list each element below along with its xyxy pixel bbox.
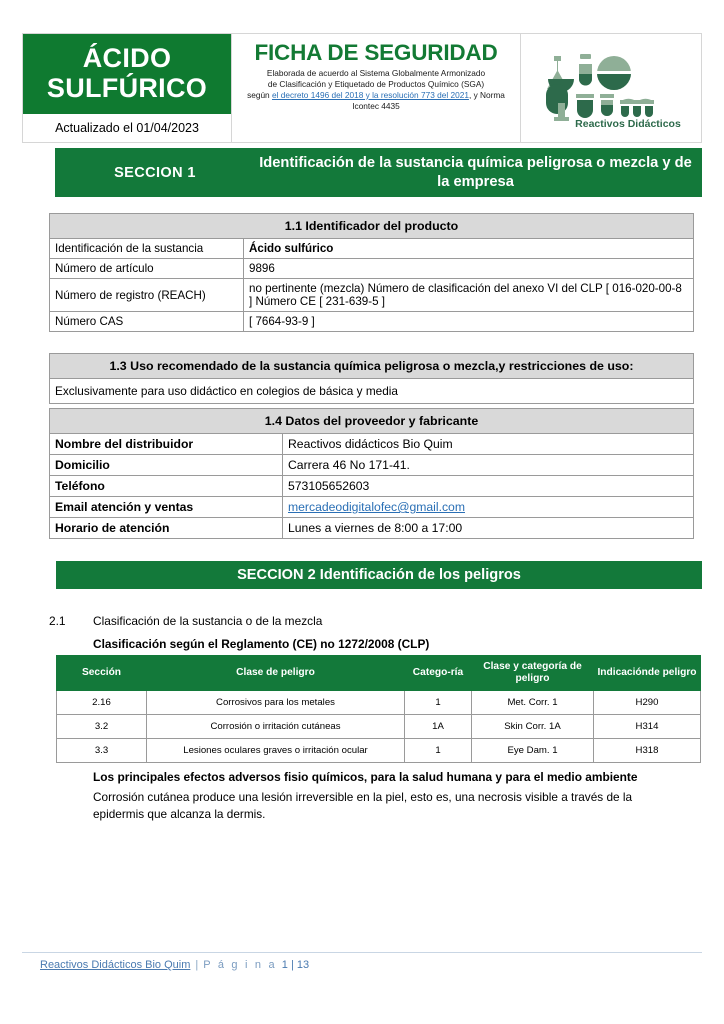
sheet-subtitle-line3 [240, 90, 512, 112]
table-row [50, 409, 694, 434]
cell-indicacion: H290 [594, 691, 701, 715]
email-link[interactable]: mercadeodigitalofec@gmail.com [288, 500, 465, 514]
table-row [50, 455, 694, 476]
table-row [50, 312, 694, 332]
section1-label: SECCION 1 [114, 164, 196, 181]
footer-page-number: 1 | 13 [281, 959, 310, 971]
table-row [57, 739, 701, 763]
table-row [50, 379, 694, 404]
row-label-hours: Horario de atención [50, 518, 283, 539]
table-1-4-title: 1.4 Datos del proveedor y fabricante [50, 409, 694, 434]
table-row [50, 279, 694, 312]
table-product-identifier [49, 213, 694, 332]
cell-indicacion: H314 [594, 715, 701, 739]
row-value-reach-number: no pertinente (mezcla) Número de clasificación del anexo VI del CLP [ 016-020-00-8 ] Número CE [ 231-639-5 ] [244, 279, 694, 312]
cell-seccion: 2.16 [57, 691, 147, 715]
table-row [50, 434, 694, 455]
section1-title: Identificación de la sustancia química peligrosa o mezcla y de la empresa [259, 155, 692, 190]
col-header-clase-peligro: Clase de peligro [147, 656, 405, 691]
product-name-line1: ÁCIDO [82, 43, 172, 73]
section1-header-bar [55, 148, 702, 197]
row-value-phone: 573105652603 [283, 476, 694, 497]
recommended-use-value: Exclusivamente para uso didáctico en colegios de básica y media [50, 379, 694, 404]
table-row [50, 518, 694, 539]
row-label-address: Domicilio [50, 455, 283, 476]
footer-divider [22, 952, 702, 953]
table-header-row [57, 656, 701, 691]
adverse-effects-title: Los principales efectos adversos fisio químicos, para la salud humana y para el medio ambiente [93, 770, 638, 784]
row-value-article-number: 9896 [244, 259, 694, 279]
cell-seccion: 3.2 [57, 715, 147, 739]
row-value-hours: Lunes a viernes de 8:00 a 17:00 [283, 518, 694, 539]
bioquim-logo-icon [536, 46, 686, 130]
cell-categoria: 1 [405, 739, 472, 763]
cell-clase-categoria: Eye Dam. 1 [472, 739, 594, 763]
row-value-distributor: Reactivos didácticos Bio Quim [283, 434, 694, 455]
row-value-substance-identification: Ácido sulfúrico [244, 239, 694, 259]
table-row [57, 691, 701, 715]
col-header-indicacion: Indicaciónde peligro [594, 656, 701, 691]
table-row [50, 214, 694, 239]
table-row [50, 239, 694, 259]
footer-company[interactable]: Reactivos Didácticos Bio Quim [40, 959, 191, 971]
section2-item-title: Clasificación de la sustancia o de la mezcla [93, 614, 323, 628]
section2-item-subtitle: Clasificación según el Reglamento (CE) no 1272/2008 (CLP) [93, 637, 430, 651]
section2-item-number: 2.1 [49, 614, 66, 628]
sheet-subtitle-suffix: , y Norma Icontec 4435 [352, 89, 505, 111]
cell-categoria: 1A [405, 715, 472, 739]
col-header-clase-categoria: Clase y categoría de peligro [472, 656, 594, 691]
col-header-categoria: Catego-ría [405, 656, 472, 691]
cell-categoria: 1 [405, 691, 472, 715]
row-label-cas-number: Número CAS [50, 312, 244, 332]
row-label-phone: Teléfono [50, 476, 283, 497]
adverse-effects-body: Corrosión cutánea produce una lesión irreversible en la piel, esto es, una necrosis visible a través de la epidermis que alcanza la dermis. [93, 790, 633, 821]
table-hazard-classification [56, 655, 701, 763]
header-product-column [23, 34, 232, 142]
sheet-subtitle-line1: Elaborada de acuerdo al Sistema Globalmente Armonizado [266, 67, 486, 78]
cell-clase: Lesiones oculares graves o irritación ocular [147, 739, 405, 763]
page-footer [40, 959, 309, 971]
cell-clase-categoria: Met. Corr. 1 [472, 691, 594, 715]
table-recommended-use [49, 353, 694, 404]
footer-page-word: P á g i n a [203, 959, 277, 971]
table-row [57, 715, 701, 739]
row-value-email-cell [283, 497, 694, 518]
row-label-substance-identification: Identificación de la sustancia [50, 239, 244, 259]
sheet-subtitle-prefix: según [247, 89, 272, 100]
footer-separator: | [195, 959, 199, 971]
cell-indicacion: H318 [594, 739, 701, 763]
table-supplier-data [49, 408, 694, 539]
header-logo-column [521, 34, 701, 142]
header-title-column [232, 34, 521, 142]
product-name-band [23, 34, 231, 114]
regulation-link[interactable]: el decreto 1496 del 2018 y la resolución 773 del 2021 [271, 89, 469, 100]
logo-tagline-text: Reactivos Didácticos [575, 118, 681, 131]
updated-date: Actualizado el 01/04/2023 [55, 121, 199, 136]
section2-title: SECCION 2 Identificación de los peligros [237, 567, 521, 583]
product-name-line2: SULFÚRICO [46, 73, 208, 104]
table-row [50, 259, 694, 279]
row-label-email: Email atención y ventas [50, 497, 283, 518]
sheet-subtitle [240, 68, 512, 112]
section2-header-bar [56, 561, 702, 589]
row-value-cas-number: [ 7664-93-9 ] [244, 312, 694, 332]
sheet-subtitle-line2: de Clasificación y Etiquetado de Productos Químico (SGA) [267, 78, 485, 89]
section2-item-line [49, 614, 699, 628]
cell-clase: Corrosivos para los metales [147, 691, 405, 715]
sheet-title: FICHA DE SEGURIDAD [254, 40, 498, 65]
row-label-reach-number: Número de registro (REACH) [50, 279, 244, 312]
table-row [50, 354, 694, 379]
cell-seccion: 3.3 [57, 739, 147, 763]
table-1-3-title: 1.3 Uso recomendado de la sustancia química peligrosa o mezcla,y restricciones de uso: [50, 354, 694, 379]
document-header [22, 33, 702, 143]
col-header-seccion: Sección [57, 656, 147, 691]
cell-clase: Corrosión o irritación cutáneas [147, 715, 405, 739]
cell-clase-categoria: Skin Corr. 1A [472, 715, 594, 739]
row-label-article-number: Número de artículo [50, 259, 244, 279]
row-value-address: Carrera 46 No 171-41. [283, 455, 694, 476]
table-row [50, 497, 694, 518]
table-row [50, 476, 694, 497]
row-label-distributor: Nombre del distribuidor [50, 434, 283, 455]
table-1-1-title: 1.1 Identificador del producto [50, 214, 694, 239]
